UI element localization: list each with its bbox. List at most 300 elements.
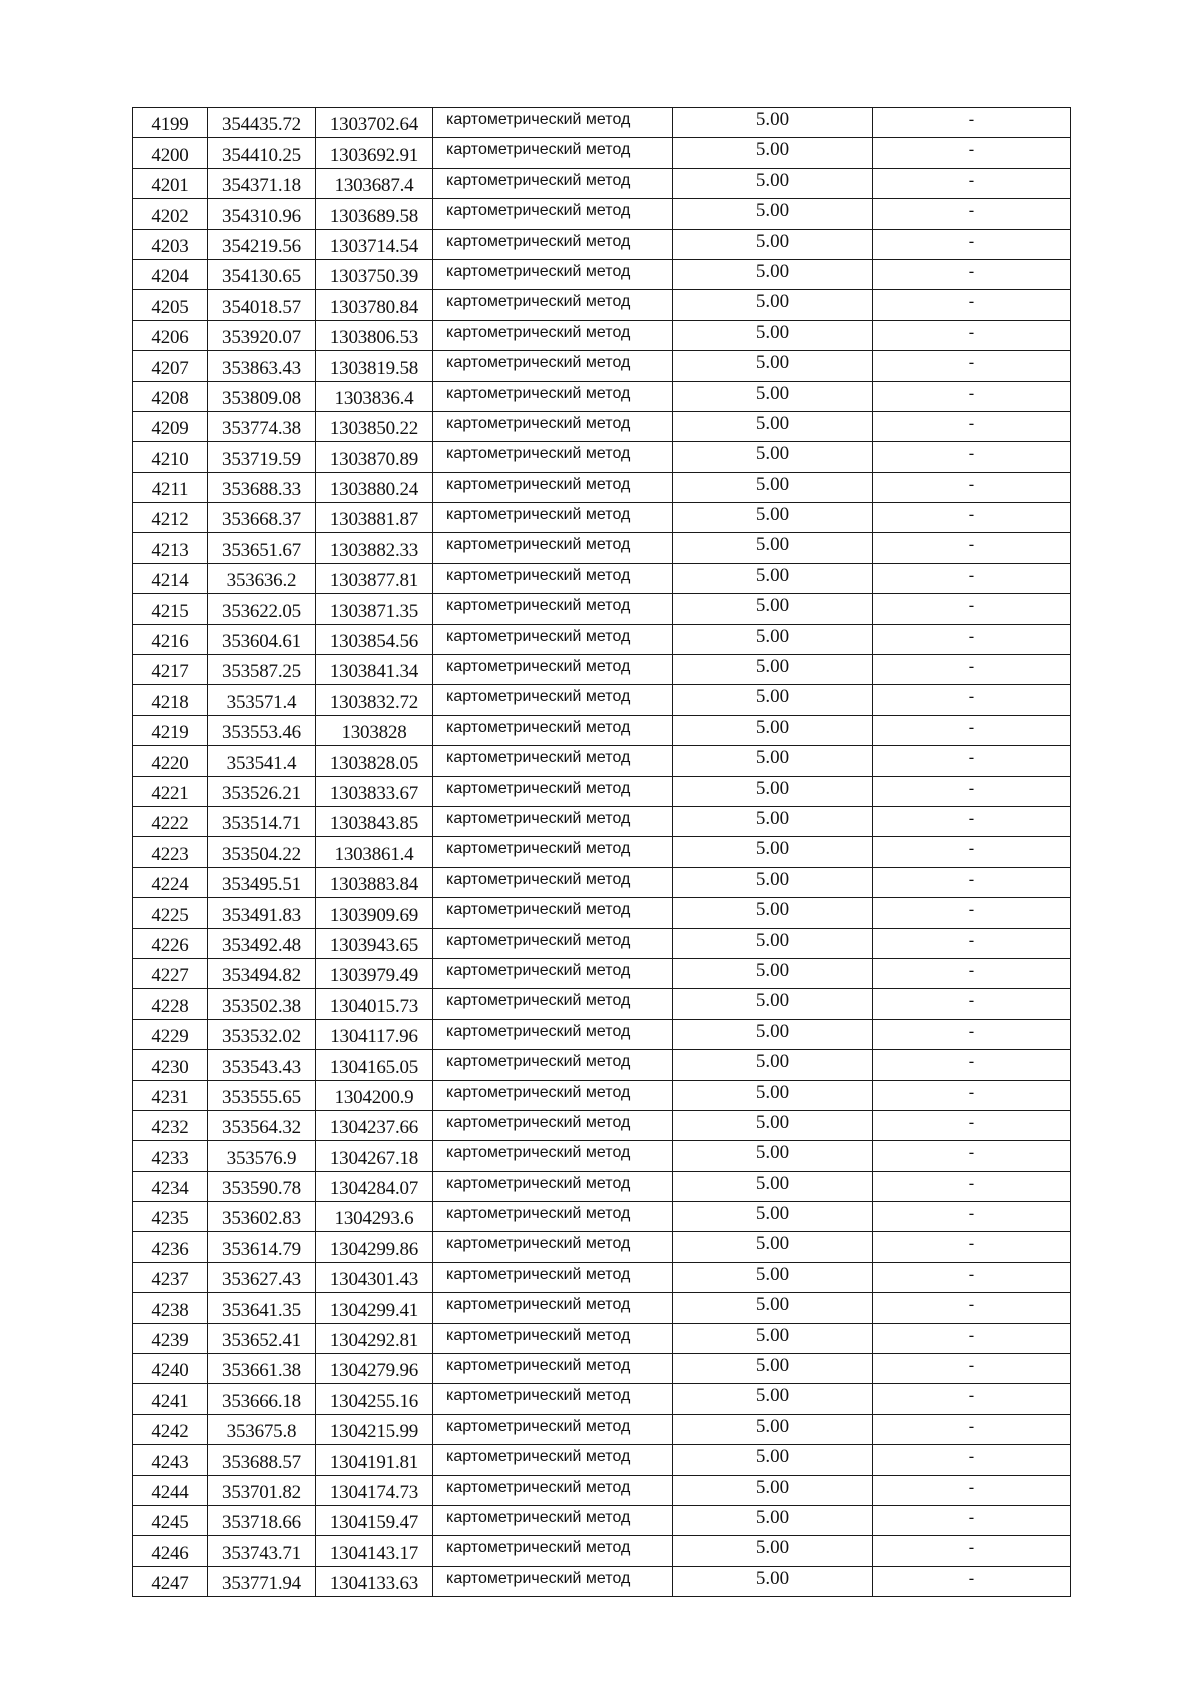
x-coordinate-cell: 353774.38 <box>208 411 316 441</box>
method-cell: картометрический метод <box>433 1475 673 1505</box>
method-cell: картометрический метод <box>433 776 673 806</box>
note-cell: - <box>873 1323 1071 1353</box>
accuracy-cell: 5.00 <box>673 1505 873 1535</box>
accuracy-cell: 5.00 <box>673 472 873 502</box>
table-row <box>133 503 1071 533</box>
x-coordinate-cell: 354310.96 <box>208 199 316 229</box>
x-coordinate-cell: 353661.38 <box>208 1354 316 1384</box>
note-cell: - <box>873 958 1071 988</box>
x-coordinate-cell: 353668.37 <box>208 503 316 533</box>
y-coordinate-cell: 1304301.43 <box>316 1262 433 1292</box>
note-cell: - <box>873 1262 1071 1292</box>
note-cell: - <box>873 1232 1071 1262</box>
table-row <box>133 351 1071 381</box>
accuracy-cell: 5.00 <box>673 746 873 776</box>
note-cell: - <box>873 1536 1071 1566</box>
method-cell: картометрический метод <box>433 655 673 685</box>
x-coordinate-cell: 353604.61 <box>208 624 316 654</box>
table-row <box>133 108 1071 138</box>
y-coordinate-cell: 1303832.72 <box>316 685 433 715</box>
y-coordinate-cell: 1303692.91 <box>316 138 433 168</box>
y-coordinate-cell: 1303806.53 <box>316 320 433 350</box>
accuracy-cell: 5.00 <box>673 1110 873 1140</box>
point-number-cell: 4207 <box>133 351 208 381</box>
x-coordinate-cell: 354219.56 <box>208 229 316 259</box>
y-coordinate-cell: 1303689.58 <box>316 199 433 229</box>
table-row <box>133 806 1071 836</box>
x-coordinate-cell: 354410.25 <box>208 138 316 168</box>
table-row <box>133 1141 1071 1171</box>
point-number-cell: 4221 <box>133 776 208 806</box>
note-cell: - <box>873 685 1071 715</box>
x-coordinate-cell: 353920.07 <box>208 320 316 350</box>
accuracy-cell: 5.00 <box>673 1202 873 1232</box>
method-cell: картометрический метод <box>433 1050 673 1080</box>
y-coordinate-cell: 1303841.34 <box>316 655 433 685</box>
accuracy-cell: 5.00 <box>673 1050 873 1080</box>
accuracy-cell: 5.00 <box>673 1171 873 1201</box>
note-cell: - <box>873 472 1071 502</box>
table-row <box>133 1171 1071 1201</box>
x-coordinate-cell: 353651.67 <box>208 533 316 563</box>
x-coordinate-cell: 353666.18 <box>208 1384 316 1414</box>
table-row <box>133 1202 1071 1232</box>
method-cell: картометрический метод <box>433 867 673 897</box>
y-coordinate-cell: 1304165.05 <box>316 1050 433 1080</box>
x-coordinate-cell: 353688.33 <box>208 472 316 502</box>
x-coordinate-cell: 353504.22 <box>208 837 316 867</box>
note-cell: - <box>873 1566 1071 1596</box>
table-row <box>133 320 1071 350</box>
table-row <box>133 411 1071 441</box>
accuracy-cell: 5.00 <box>673 1262 873 1292</box>
note-cell: - <box>873 411 1071 441</box>
accuracy-cell: 5.00 <box>673 108 873 138</box>
accuracy-cell: 5.00 <box>673 1566 873 1596</box>
x-coordinate-cell: 353532.02 <box>208 1019 316 1049</box>
method-cell: картометрический метод <box>433 503 673 533</box>
point-number-cell: 4238 <box>133 1293 208 1323</box>
method-cell: картометрический метод <box>433 351 673 381</box>
x-coordinate-cell: 353771.94 <box>208 1566 316 1596</box>
method-cell: картометрический метод <box>433 958 673 988</box>
method-cell: картометрический метод <box>433 715 673 745</box>
x-coordinate-cell: 353863.43 <box>208 351 316 381</box>
table-row <box>133 624 1071 654</box>
table-row <box>133 1445 1071 1475</box>
method-cell: картометрический метод <box>433 1323 673 1353</box>
method-cell: картометрический метод <box>433 533 673 563</box>
table-row <box>133 898 1071 928</box>
note-cell: - <box>873 776 1071 806</box>
x-coordinate-cell: 353688.57 <box>208 1445 316 1475</box>
accuracy-cell: 5.00 <box>673 1384 873 1414</box>
y-coordinate-cell: 1304299.86 <box>316 1232 433 1262</box>
table-row <box>133 1384 1071 1414</box>
note-cell: - <box>873 1384 1071 1414</box>
point-number-cell: 4206 <box>133 320 208 350</box>
method-cell: картометрический метод <box>433 168 673 198</box>
point-number-cell: 4212 <box>133 503 208 533</box>
method-cell: картометрический метод <box>433 199 673 229</box>
table-row <box>133 381 1071 411</box>
table-row <box>133 1414 1071 1444</box>
accuracy-cell: 5.00 <box>673 168 873 198</box>
note-cell: - <box>873 1414 1071 1444</box>
accuracy-cell: 5.00 <box>673 533 873 563</box>
x-coordinate-cell: 353514.71 <box>208 806 316 836</box>
note-cell: - <box>873 1475 1071 1505</box>
method-cell: картометрический метод <box>433 928 673 958</box>
note-cell: - <box>873 867 1071 897</box>
method-cell: картометрический метод <box>433 229 673 259</box>
accuracy-cell: 5.00 <box>673 928 873 958</box>
y-coordinate-cell: 1303881.87 <box>316 503 433 533</box>
accuracy-cell: 5.00 <box>673 199 873 229</box>
method-cell: картометрический метод <box>433 1384 673 1414</box>
table-row <box>133 746 1071 776</box>
x-coordinate-cell: 353652.41 <box>208 1323 316 1353</box>
note-cell: - <box>873 168 1071 198</box>
accuracy-cell: 5.00 <box>673 138 873 168</box>
method-cell: картометрический метод <box>433 1354 673 1384</box>
y-coordinate-cell: 1304174.73 <box>316 1475 433 1505</box>
accuracy-cell: 5.00 <box>673 381 873 411</box>
note-cell: - <box>873 746 1071 776</box>
method-cell: картометрический метод <box>433 381 673 411</box>
x-coordinate-cell: 353590.78 <box>208 1171 316 1201</box>
x-coordinate-cell: 353809.08 <box>208 381 316 411</box>
accuracy-cell: 5.00 <box>673 259 873 289</box>
accuracy-cell: 5.00 <box>673 837 873 867</box>
y-coordinate-cell: 1303861.4 <box>316 837 433 867</box>
note-cell: - <box>873 1141 1071 1171</box>
point-number-cell: 4201 <box>133 168 208 198</box>
y-coordinate-cell: 1304133.63 <box>316 1566 433 1596</box>
point-number-cell: 4230 <box>133 1050 208 1080</box>
y-coordinate-cell: 1304267.18 <box>316 1141 433 1171</box>
y-coordinate-cell: 1304255.16 <box>316 1384 433 1414</box>
note-cell: - <box>873 898 1071 928</box>
table-row <box>133 1475 1071 1505</box>
y-coordinate-cell: 1303877.81 <box>316 563 433 593</box>
table-row <box>133 958 1071 988</box>
method-cell: картометрический метод <box>433 1414 673 1444</box>
y-coordinate-cell: 1303828.05 <box>316 746 433 776</box>
method-cell: картометрический метод <box>433 472 673 502</box>
y-coordinate-cell: 1303750.39 <box>316 259 433 289</box>
point-number-cell: 4236 <box>133 1232 208 1262</box>
y-coordinate-cell: 1304279.96 <box>316 1354 433 1384</box>
method-cell: картометрический метод <box>433 1566 673 1596</box>
method-cell: картометрический метод <box>433 442 673 472</box>
y-coordinate-cell: 1303882.33 <box>316 533 433 563</box>
method-cell: картометрический метод <box>433 989 673 1019</box>
point-number-cell: 4213 <box>133 533 208 563</box>
note-cell: - <box>873 108 1071 138</box>
table-row <box>133 168 1071 198</box>
accuracy-cell: 5.00 <box>673 1354 873 1384</box>
method-cell: картометрический метод <box>433 837 673 867</box>
method-cell: картометрический метод <box>433 563 673 593</box>
accuracy-cell: 5.00 <box>673 624 873 654</box>
x-coordinate-cell: 353492.48 <box>208 928 316 958</box>
table-row <box>133 259 1071 289</box>
method-cell: картометрический метод <box>433 108 673 138</box>
point-number-cell: 4211 <box>133 472 208 502</box>
x-coordinate-cell: 353564.32 <box>208 1110 316 1140</box>
y-coordinate-cell: 1304159.47 <box>316 1505 433 1535</box>
table-row <box>133 138 1071 168</box>
note-cell: - <box>873 1354 1071 1384</box>
method-cell: картометрический метод <box>433 138 673 168</box>
accuracy-cell: 5.00 <box>673 989 873 1019</box>
method-cell: картометрический метод <box>433 624 673 654</box>
method-cell: картометрический метод <box>433 1080 673 1110</box>
note-cell: - <box>873 503 1071 533</box>
note-cell: - <box>873 533 1071 563</box>
y-coordinate-cell: 1303883.84 <box>316 867 433 897</box>
method-cell: картометрический метод <box>433 411 673 441</box>
y-coordinate-cell: 1304215.99 <box>316 1414 433 1444</box>
point-number-cell: 4218 <box>133 685 208 715</box>
note-cell: - <box>873 1019 1071 1049</box>
accuracy-cell: 5.00 <box>673 1323 873 1353</box>
y-coordinate-cell: 1303943.65 <box>316 928 433 958</box>
accuracy-cell: 5.00 <box>673 867 873 897</box>
point-number-cell: 4219 <box>133 715 208 745</box>
note-cell: - <box>873 351 1071 381</box>
x-coordinate-cell: 353641.35 <box>208 1293 316 1323</box>
note-cell: - <box>873 989 1071 1019</box>
y-coordinate-cell: 1304292.81 <box>316 1323 433 1353</box>
point-number-cell: 4208 <box>133 381 208 411</box>
note-cell: - <box>873 229 1071 259</box>
point-number-cell: 4224 <box>133 867 208 897</box>
note-cell: - <box>873 1171 1071 1201</box>
note-cell: - <box>873 837 1071 867</box>
method-cell: картометрический метод <box>433 806 673 836</box>
method-cell: картометрический метод <box>433 320 673 350</box>
x-coordinate-cell: 353502.38 <box>208 989 316 1019</box>
table-row <box>133 776 1071 806</box>
method-cell: картометрический метод <box>433 746 673 776</box>
table-row <box>133 1110 1071 1140</box>
point-number-cell: 4247 <box>133 1566 208 1596</box>
accuracy-cell: 5.00 <box>673 442 873 472</box>
accuracy-cell: 5.00 <box>673 776 873 806</box>
point-number-cell: 4235 <box>133 1202 208 1232</box>
point-number-cell: 4239 <box>133 1323 208 1353</box>
note-cell: - <box>873 715 1071 745</box>
x-coordinate-cell: 354371.18 <box>208 168 316 198</box>
note-cell: - <box>873 928 1071 958</box>
accuracy-cell: 5.00 <box>673 411 873 441</box>
table-row <box>133 199 1071 229</box>
point-number-cell: 4222 <box>133 806 208 836</box>
accuracy-cell: 5.00 <box>673 1232 873 1262</box>
y-coordinate-cell: 1304284.07 <box>316 1171 433 1201</box>
accuracy-cell: 5.00 <box>673 320 873 350</box>
y-coordinate-cell: 1304117.96 <box>316 1019 433 1049</box>
table-row <box>133 837 1071 867</box>
table-row <box>133 1505 1071 1535</box>
table-row <box>133 867 1071 897</box>
accuracy-cell: 5.00 <box>673 1475 873 1505</box>
note-cell: - <box>873 624 1071 654</box>
point-number-cell: 4242 <box>133 1414 208 1444</box>
x-coordinate-cell: 353526.21 <box>208 776 316 806</box>
note-cell: - <box>873 1202 1071 1232</box>
point-number-cell: 4200 <box>133 138 208 168</box>
accuracy-cell: 5.00 <box>673 655 873 685</box>
method-cell: картометрический метод <box>433 1262 673 1292</box>
y-coordinate-cell: 1304237.66 <box>316 1110 433 1140</box>
y-coordinate-cell: 1303702.64 <box>316 108 433 138</box>
y-coordinate-cell: 1303850.22 <box>316 411 433 441</box>
y-coordinate-cell: 1304015.73 <box>316 989 433 1019</box>
accuracy-cell: 5.00 <box>673 1293 873 1323</box>
x-coordinate-cell: 353636.2 <box>208 563 316 593</box>
point-number-cell: 4214 <box>133 563 208 593</box>
method-cell: картометрический метод <box>433 1019 673 1049</box>
table-row <box>133 229 1071 259</box>
method-cell: картометрический метод <box>433 685 673 715</box>
x-coordinate-cell: 353495.51 <box>208 867 316 897</box>
point-number-cell: 4232 <box>133 1110 208 1140</box>
method-cell: картометрический метод <box>433 1110 673 1140</box>
y-coordinate-cell: 1303819.58 <box>316 351 433 381</box>
table-row <box>133 685 1071 715</box>
y-coordinate-cell: 1303870.89 <box>316 442 433 472</box>
x-coordinate-cell: 353541.4 <box>208 746 316 776</box>
y-coordinate-cell: 1303871.35 <box>316 594 433 624</box>
note-cell: - <box>873 290 1071 320</box>
accuracy-cell: 5.00 <box>673 594 873 624</box>
x-coordinate-cell: 353576.9 <box>208 1141 316 1171</box>
note-cell: - <box>873 381 1071 411</box>
y-coordinate-cell: 1303843.85 <box>316 806 433 836</box>
x-coordinate-cell: 353555.65 <box>208 1080 316 1110</box>
x-coordinate-cell: 353627.43 <box>208 1262 316 1292</box>
point-number-cell: 4245 <box>133 1505 208 1535</box>
table-row <box>133 1536 1071 1566</box>
x-coordinate-cell: 354435.72 <box>208 108 316 138</box>
point-number-cell: 4225 <box>133 898 208 928</box>
note-cell: - <box>873 1293 1071 1323</box>
y-coordinate-cell: 1304143.17 <box>316 1536 433 1566</box>
table-row <box>133 655 1071 685</box>
point-number-cell: 4231 <box>133 1080 208 1110</box>
point-number-cell: 4237 <box>133 1262 208 1292</box>
note-cell: - <box>873 806 1071 836</box>
note-cell: - <box>873 442 1071 472</box>
x-coordinate-cell: 353543.43 <box>208 1050 316 1080</box>
point-number-cell: 4241 <box>133 1384 208 1414</box>
method-cell: картометрический метод <box>433 290 673 320</box>
y-coordinate-cell: 1304299.41 <box>316 1293 433 1323</box>
method-cell: картометрический метод <box>433 1293 673 1323</box>
x-coordinate-cell: 353602.83 <box>208 1202 316 1232</box>
point-number-cell: 4226 <box>133 928 208 958</box>
y-coordinate-cell: 1304200.9 <box>316 1080 433 1110</box>
point-number-cell: 4233 <box>133 1141 208 1171</box>
note-cell: - <box>873 594 1071 624</box>
note-cell: - <box>873 320 1071 350</box>
x-coordinate-cell: 353743.71 <box>208 1536 316 1566</box>
note-cell: - <box>873 1505 1071 1535</box>
table-row <box>133 1354 1071 1384</box>
accuracy-cell: 5.00 <box>673 1414 873 1444</box>
table-row <box>133 1566 1071 1596</box>
point-number-cell: 4246 <box>133 1536 208 1566</box>
y-coordinate-cell: 1303836.4 <box>316 381 433 411</box>
accuracy-cell: 5.00 <box>673 1445 873 1475</box>
accuracy-cell: 5.00 <box>673 685 873 715</box>
method-cell: картометрический метод <box>433 1536 673 1566</box>
y-coordinate-cell: 1303687.4 <box>316 168 433 198</box>
note-cell: - <box>873 199 1071 229</box>
y-coordinate-cell: 1303714.54 <box>316 229 433 259</box>
table-row <box>133 533 1071 563</box>
point-number-cell: 4243 <box>133 1445 208 1475</box>
x-coordinate-cell: 353675.8 <box>208 1414 316 1444</box>
method-cell: картометрический метод <box>433 1505 673 1535</box>
table-row <box>133 1080 1071 1110</box>
x-coordinate-cell: 353614.79 <box>208 1232 316 1262</box>
x-coordinate-cell: 353587.25 <box>208 655 316 685</box>
point-number-cell: 4202 <box>133 199 208 229</box>
table-row <box>133 989 1071 1019</box>
table-row <box>133 928 1071 958</box>
note-cell: - <box>873 1445 1071 1475</box>
x-coordinate-cell: 353553.46 <box>208 715 316 745</box>
table-row <box>133 563 1071 593</box>
accuracy-cell: 5.00 <box>673 1141 873 1171</box>
coordinates-table <box>132 107 1071 1597</box>
y-coordinate-cell: 1304293.6 <box>316 1202 433 1232</box>
point-number-cell: 4228 <box>133 989 208 1019</box>
x-coordinate-cell: 353494.82 <box>208 958 316 988</box>
method-cell: картометрический метод <box>433 898 673 928</box>
table-row <box>133 1050 1071 1080</box>
method-cell: картометрический метод <box>433 1141 673 1171</box>
point-number-cell: 4229 <box>133 1019 208 1049</box>
y-coordinate-cell: 1304191.81 <box>316 1445 433 1475</box>
method-cell: картометрический метод <box>433 1202 673 1232</box>
point-number-cell: 4234 <box>133 1171 208 1201</box>
note-cell: - <box>873 655 1071 685</box>
method-cell: картометрический метод <box>433 594 673 624</box>
point-number-cell: 4227 <box>133 958 208 988</box>
accuracy-cell: 5.00 <box>673 229 873 259</box>
note-cell: - <box>873 1050 1071 1080</box>
accuracy-cell: 5.00 <box>673 563 873 593</box>
table-row <box>133 442 1071 472</box>
table-row <box>133 1293 1071 1323</box>
table-row <box>133 1323 1071 1353</box>
accuracy-cell: 5.00 <box>673 806 873 836</box>
table-row <box>133 1019 1071 1049</box>
accuracy-cell: 5.00 <box>673 1536 873 1566</box>
x-coordinate-cell: 353571.4 <box>208 685 316 715</box>
table-row <box>133 594 1071 624</box>
note-cell: - <box>873 259 1071 289</box>
y-coordinate-cell: 1303909.69 <box>316 898 433 928</box>
method-cell: картометрический метод <box>433 1232 673 1262</box>
point-number-cell: 4244 <box>133 1475 208 1505</box>
x-coordinate-cell: 353701.82 <box>208 1475 316 1505</box>
